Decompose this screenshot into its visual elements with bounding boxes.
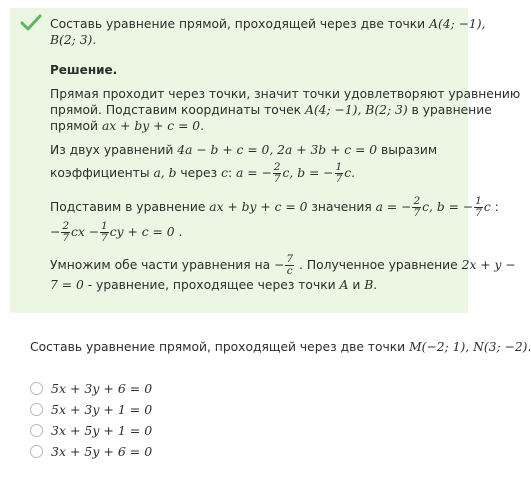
check-icon — [20, 14, 42, 32]
fraction: $\frac{1}{7}$ — [101, 220, 108, 244]
radio-button[interactable] — [30, 445, 43, 458]
answer-option[interactable] — [30, 399, 152, 419]
fraction: $\frac{2}{7}$ — [273, 161, 281, 185]
option-label: 5x + 3y + 6 = 0 — [51, 380, 153, 396]
radio-button[interactable] — [30, 382, 43, 395]
fraction: $\frac{2}{7}$ — [413, 195, 421, 219]
answer-option[interactable] — [30, 420, 152, 440]
option-label: 5x + 3y + 1 = 0 — [51, 401, 153, 417]
option-label: 3x + 5y + 6 = 0 — [51, 443, 153, 459]
fraction: $\frac{7}{c}$ — [286, 253, 294, 277]
radio-button[interactable] — [30, 403, 43, 416]
solution-paragraph-4: Умножим обе части уравнения на − $\frac{7}{c}$ . Полученное уравнение 2x + y − 7 = 0 - уравнение, проходящее через точки A и B. — [50, 253, 516, 292]
solution-paragraph-3: Подставим в уравнение ax + by + c = 0 значения a = − $\frac{2}{7}$ c, b = − $\frac{1}{7}$ c : − $\frac{2}{7}$ cx − $\frac{1}{7}$ cy + c = 0 . — [50, 195, 499, 244]
task-title: Составь уравнение прямой, проходящей через две точки A(4; −1), B(2; 3). — [50, 17, 486, 47]
fraction: $\frac{2}{7}$ — [62, 220, 69, 244]
fraction: $\frac{1}{7}$ — [335, 161, 343, 185]
answer-options — [30, 378, 152, 462]
radio-button[interactable] — [30, 424, 43, 437]
fraction: $\frac{1}{7}$ — [475, 195, 482, 219]
answer-option[interactable] — [30, 441, 152, 461]
option-label: 3x + 5y + 1 = 0 — [51, 422, 153, 438]
solution-paragraph-2: Из двух уравнений 4a − b + c = 0, 2a + 3b + c = 0 выразим коэффициенты a, b через c: a = − $\frac{2}{7}$ c, b = − $\frac{1}{7}$ c. — [50, 143, 438, 185]
answer-option[interactable] — [30, 378, 152, 398]
solution-label: Решение. — [50, 63, 118, 77]
solution-paragraph-1: Прямая проходит через точки, значит точки удовлетворяют уравнению прямой. Подставим координаты точек A(4; −1), B(2; 3) в уравнение прямой ax + by + c = 0. — [50, 87, 521, 133]
question-text: Составь уравнение прямой, проходящей через две точки M(−2; 1), N(3; −2). — [30, 340, 531, 354]
